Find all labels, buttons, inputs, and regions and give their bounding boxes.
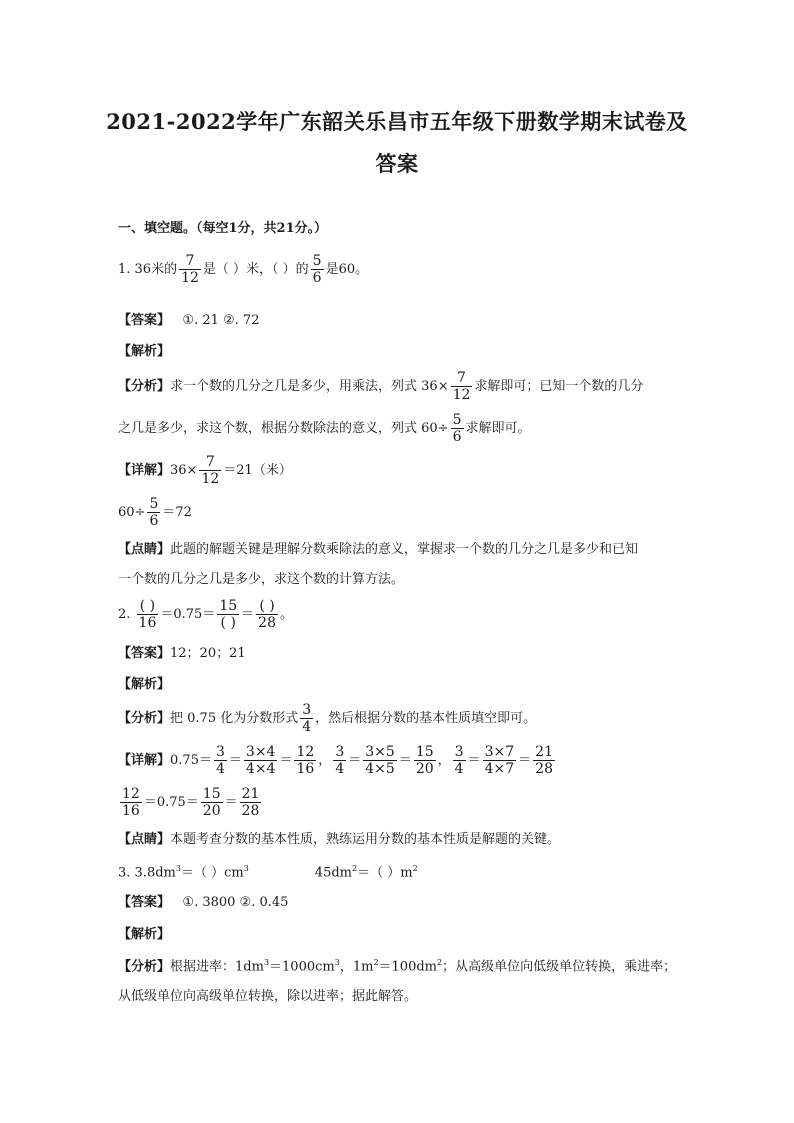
q1-tip-line2: 一个数的几分之几是多少，求这个数的计算方法。 bbox=[118, 572, 405, 587]
q1-jiexi-label: 【解析】 bbox=[118, 344, 171, 359]
q1-detail-fraction: $\frac{7}{12}$ bbox=[201, 454, 220, 488]
q1-text-2: 是（ ）米，（ ）的 bbox=[202, 262, 309, 278]
q1-text-3: 是60。 bbox=[325, 262, 369, 278]
answer-value: ①. 21 ②. 72 bbox=[182, 313, 260, 328]
q1-tip-line1: 【点睛】此题的解题关键是理解分数乘除法的意义，掌握求一个数的几分之几是多少和已知 bbox=[118, 542, 639, 557]
doc-title-line2: 答案 bbox=[375, 151, 419, 176]
answer-value: 12；20；21 bbox=[170, 646, 246, 661]
q2-analysis-fraction: $\frac{3}{4}$ bbox=[302, 702, 312, 736]
q1-detail-fraction-2: $\frac{5}{6}$ bbox=[149, 496, 159, 530]
q1-detail-line2: 60÷ $\frac{5}{6}$ ＝72 bbox=[118, 496, 192, 530]
q1-analysis-fraction-2: $\frac{5}{6}$ bbox=[452, 412, 462, 446]
q2-tip: 【点睛】本题考查分数的基本性质，熟练运用分数的基本性质是解题的关键。 bbox=[118, 832, 561, 847]
q2-fraction-2: $\frac{15}{( )}$ bbox=[219, 598, 238, 632]
section-heading: 一、填空题。（每空1分，共21分。） bbox=[118, 221, 328, 236]
q2-detail-line1: 【详解】0.75＝ $\frac{3}{4}$ ＝ $\frac{3\times 4}{4\times 4}$ ＝ $\frac{12}{16}$ ， $\frac{3}{4}$ ＝ $\frac{3\times 5}{4\times 5}$ ＝ $\frac{15}{20}$ ， $\frac{3}{4}$ ＝ $\frac{3\times 7}{4\times 7}$ ＝ $\frac{21}{28}$ bbox=[118, 744, 553, 778]
q3-jiexi-label: 【解析】 bbox=[118, 927, 171, 942]
q3-answer bbox=[118, 896, 288, 909]
q3-analysis-line1: 【分析】根据进率：$1dm^3=1000cm^3$，$1m^2=100dm^2$；从高级单位向低级单位转换，乘进率； bbox=[118, 958, 677, 975]
q1-analysis-line1: 【分析】求一个数的几分之几是多少，用乘法，列式 36× $\frac{7}{12}$ 求解即可；已知一个数的几分 bbox=[118, 370, 644, 404]
doc-title-line1: 2021-2022学年广东韶关乐昌市五年级下册数学期末试卷及 bbox=[106, 109, 688, 134]
q2-jiexi-label: 【解析】 bbox=[118, 677, 171, 692]
q1-fraction-2: $\frac{5}{6}$ bbox=[312, 253, 322, 287]
q1-analysis-fraction: $\frac{7}{12}$ bbox=[452, 370, 471, 404]
answer-label: 【答案】 bbox=[118, 313, 171, 328]
question-3: 3. $3.8dm^3=$（ ）$cm^3$ $45dm^2=$（ ）$m^2$ bbox=[118, 864, 418, 881]
q1-fraction-1: $\frac{7}{12}$ bbox=[181, 253, 199, 287]
answer-label: 【答案】 bbox=[118, 895, 171, 910]
q1-detail-line1: 【详解】36× $\frac{7}{12}$ ＝21（米） bbox=[118, 454, 292, 488]
q2-fraction-1: $\frac{( )}{16}$ bbox=[138, 598, 157, 632]
q2-answer bbox=[118, 647, 246, 660]
q1-text-1: 1. 36米的 bbox=[118, 262, 178, 278]
q3-analysis-line2: 从低级单位向高级单位转换，除以进率；据此解答。 bbox=[118, 989, 418, 1004]
q2-analysis: 【分析】把 0.75 化为分数形式 $\frac{3}{4}$ ，然后根据分数的基本性质填空即可。 bbox=[118, 702, 537, 736]
q2-detail-line2: $\frac{12}{16}$ ＝0.75＝ $\frac{15}{20}$ ＝ $\frac{21}{28}$ bbox=[122, 786, 260, 820]
question-2: 2. $\frac{( )}{16}$ ＝0.75＝ $\frac{15}{( )}$ ＝ $\frac{( )}{28}$ 。 bbox=[118, 598, 294, 632]
q1-analysis-line2: 之几是多少，求这个数，根据分数除法的意义，列式 60÷ $\frac{5}{6}$ 求解即可。 bbox=[118, 412, 531, 446]
question-1 bbox=[118, 253, 368, 286]
q1-answer bbox=[118, 314, 259, 327]
q2-fraction-3: $\frac{( )}{28}$ bbox=[258, 598, 276, 632]
answer-label: 【答案】 bbox=[118, 646, 171, 661]
answer-value: ①. 3800 ②. 0.45 bbox=[182, 895, 289, 910]
